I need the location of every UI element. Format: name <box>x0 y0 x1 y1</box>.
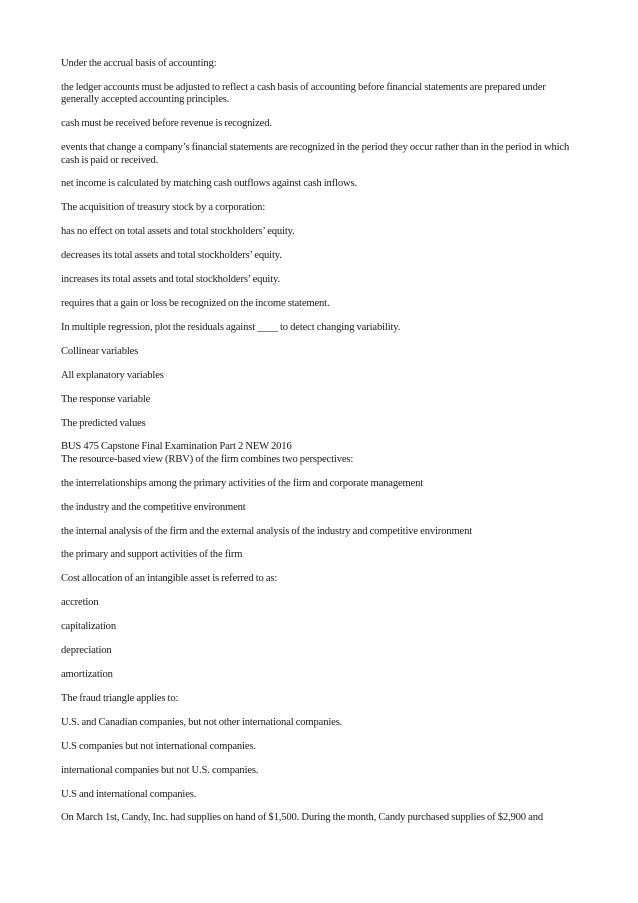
answer-option: The predicted values <box>61 417 146 429</box>
answer-option: All explanatory variables <box>61 369 164 381</box>
answer-option: capitalization <box>61 621 116 633</box>
answer-option: the primary and support activities of the firm <box>61 549 243 561</box>
question-text: Under the accrual basis of accounting: <box>61 58 217 69</box>
question-text: The resource-based view (RBV) of the firm combines two perspectives: <box>61 453 354 465</box>
answer-option: cash must be received before revenue is recognized. <box>61 118 272 130</box>
section-heading: BUS 475 Capstone Final Examination Part 2 NEW 2016 <box>61 441 292 453</box>
answer-option: amortization <box>61 668 113 680</box>
answer-option: U.S. and Canadian companies, but not other international companies. <box>61 716 343 728</box>
answer-option: decreases its total assets and total stockholders’ equity. <box>61 250 282 262</box>
document-page <box>61 58 571 836</box>
answer-option: depreciation <box>61 645 112 657</box>
answer-option: accretion <box>61 597 99 609</box>
question-text: Cost allocation of an intangible asset is referred to as: <box>61 573 278 585</box>
answer-option: Collinear variables <box>61 345 139 357</box>
answer-option: U.S and international companies. <box>61 788 197 800</box>
answer-option: the internal analysis of the firm and the external analysis of the industry and competitive environment <box>61 525 473 537</box>
answer-option: the ledger accounts must be adjusted to reflect a cash basis of accounting before financial statements are prepared under generally accepted accounting principles. <box>61 81 546 106</box>
answer-option: U.S companies but not international companies. <box>61 740 256 752</box>
answer-option: requires that a gain or loss be recognized on the income statement. <box>61 297 330 309</box>
question-text: The acquisition of treasury stock by a corporation: <box>61 202 266 214</box>
answer-option: the interrelationships among the primary activities of the firm and corporate management <box>61 477 424 489</box>
answer-option: has no effect on total assets and total stockholders’ equity. <box>61 226 295 238</box>
question-text: On March 1st, Candy, Inc. had supplies on hand of $1,500. During the month, Candy purchased supplies of $2,900 and <box>61 812 543 824</box>
question-text: The fraud triangle applies to: <box>61 692 179 704</box>
answer-option: events that change a company’s financial statements are recognized in the period they occur rather than in the period in which cash is paid or received. <box>61 142 570 166</box>
answer-option: net income is calculated by matching cash outflows against cash inflows. <box>61 178 357 190</box>
answer-option: The response variable <box>61 393 151 405</box>
answer-option: the industry and the competitive environment <box>61 501 246 513</box>
answer-option: increases its total assets and total stockholders’ equity. <box>61 274 280 286</box>
answer-option: international companies but not U.S. companies. <box>61 764 259 776</box>
question-text: In multiple regression, plot the residuals against ____ to detect changing variability. <box>61 321 401 333</box>
